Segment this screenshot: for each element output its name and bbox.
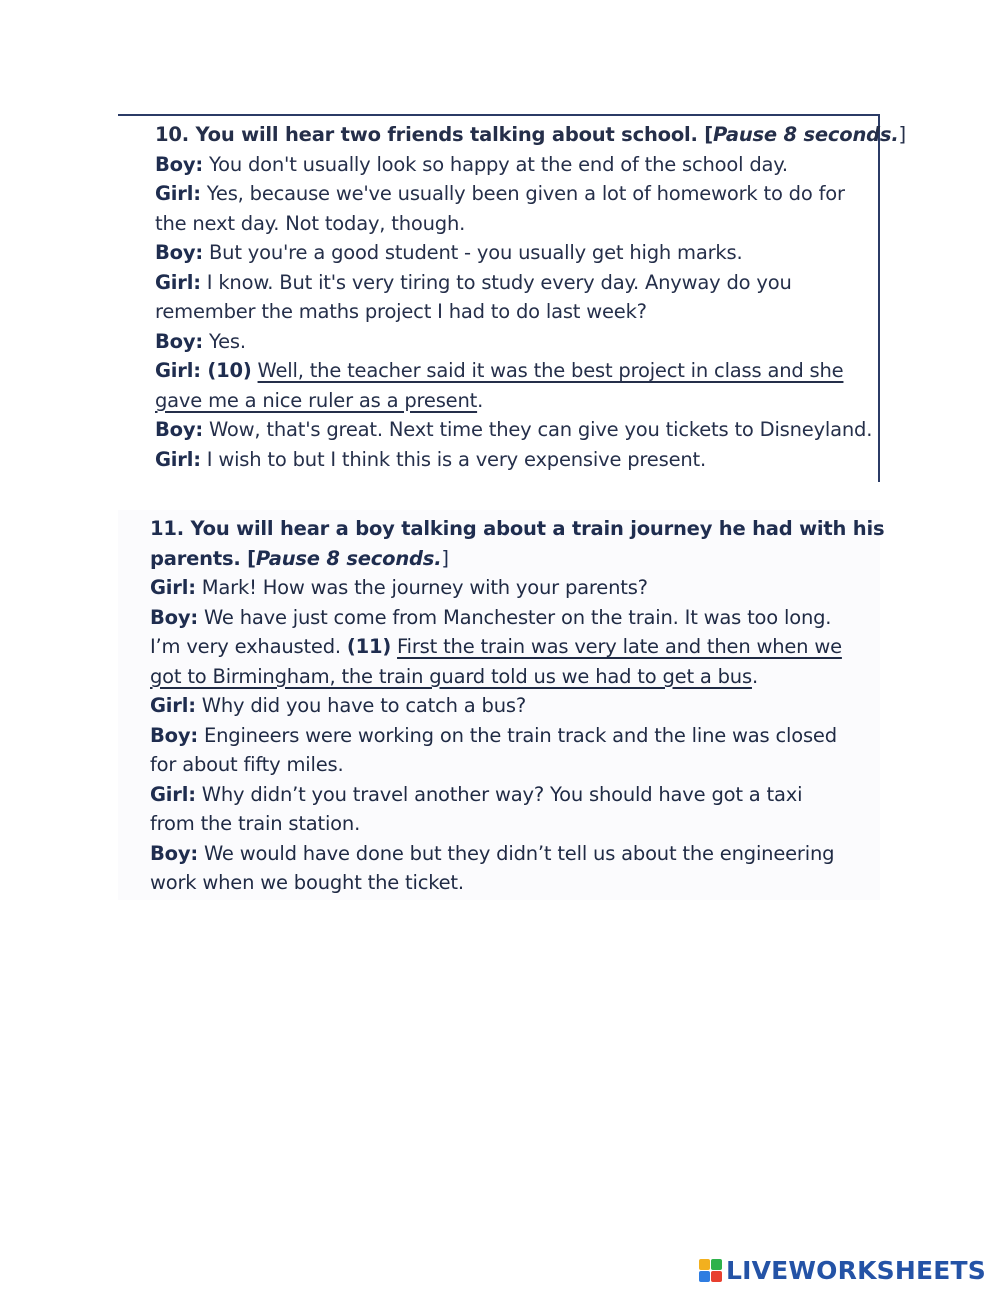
speaker-label: Boy: <box>155 329 203 353</box>
q10-answer-underlined: Well, the teacher said it was the best project in class and she <box>257 359 844 382</box>
dialogue-line <box>155 415 878 445</box>
dialogue-text: I know. But it's very tiring to study every day. Anyway do you <box>200 270 792 294</box>
dialogue-text: for about fifty miles. <box>150 753 344 776</box>
speaker-label: Boy: <box>150 841 198 865</box>
q11-answer-line-2: got to Birmingham, the train guard told us we had to get a bus. <box>150 664 758 688</box>
speaker-label: Boy: <box>155 152 203 176</box>
question-10-scan <box>118 114 906 482</box>
q11-boy-line: Boy: We have just come from Manchester on the train. It was too long. <box>150 605 832 629</box>
dialogue-text: from the train station. <box>150 812 361 835</box>
q11-heading-2: parents. [Pause 8 seconds.] <box>150 546 449 570</box>
dialogue-text: We would have done but they didn’t tell us about the engineering <box>197 841 835 865</box>
dialogue-text: Yes, because we've usually been given a lot of homework to do for <box>200 182 845 205</box>
dialogue-line <box>155 327 878 357</box>
dialogue-line <box>150 868 880 898</box>
speaker-label: Girl: <box>155 447 201 471</box>
dialogue-text: But you're a good student - you usually get high marks. <box>202 241 743 264</box>
dialogue-line <box>155 150 878 180</box>
dialogue-text: the next day. Not today, though. <box>155 211 466 235</box>
q10-answer-line-2: gave me a nice ruler as a present. <box>155 388 484 412</box>
dialogue-line <box>155 297 878 327</box>
q10-answer-line: Girl: (10) Well, the teacher said it was the best project in class and she <box>155 359 844 382</box>
dialogue-line <box>155 209 878 239</box>
speaker-label: Girl: <box>155 182 201 205</box>
dialogue-text: You don't usually look so happy at the end of the school day. <box>202 152 788 176</box>
dialogue-text: Why did you have to catch a bus? <box>195 694 526 717</box>
dialogue-text: remember the maths project I had to do last week? <box>155 300 647 323</box>
dialogue-line <box>155 445 878 475</box>
liveworksheets-logo: LIVEWORKSHEETS <box>699 1256 986 1285</box>
dialogue-line <box>155 268 878 298</box>
dialogue-line <box>155 238 878 268</box>
q10-dialogue <box>155 150 878 357</box>
speaker-label: Girl: <box>155 270 201 294</box>
dialogue-text: Wow, that's great. Next time they can give you tickets to Disneyland. <box>202 418 873 441</box>
speaker-label: Boy: <box>150 723 198 747</box>
speaker-label: Boy: <box>155 418 203 441</box>
dialogue-text: work when we bought the ticket. <box>150 871 464 894</box>
q11-girl-line: Girl: Mark! How was the journey with your parents? <box>150 576 648 599</box>
q10-dialogue-end <box>155 415 878 474</box>
speaker-label: Boy: <box>155 241 203 264</box>
dialogue-line <box>150 839 880 869</box>
dialogue-line <box>150 750 880 780</box>
dialogue-line <box>155 179 878 209</box>
dialogue-text: Why didn’t you travel another way? You should have got a taxi <box>195 782 803 806</box>
q11-dialogue <box>150 691 880 898</box>
dialogue-line <box>150 809 880 839</box>
speaker-label: Girl: <box>150 782 196 806</box>
dialogue-text: Yes. <box>202 329 246 353</box>
dialogue-line <box>150 780 880 810</box>
q11-answer-underlined: First the train was very late and then when we <box>397 635 842 658</box>
dialogue-line <box>150 691 880 721</box>
dialogue-line <box>150 721 880 751</box>
dialogue-text: Engineers were working on the train track and the line was closed <box>197 723 837 747</box>
speaker-label: Girl: <box>150 694 196 717</box>
q10-heading: 10. You will hear two friends talking about school. [Pause 8 seconds.] <box>155 123 906 146</box>
logo-blocks-icon <box>699 1259 722 1282</box>
dialogue-text: I wish to but I think this is a very expensive present. <box>200 447 706 471</box>
question-11-scan <box>118 510 885 900</box>
q11-answer-line: I’m very exhausted. (11) First the train was very late and then when we <box>150 635 842 658</box>
q11-heading: 11. You will hear a boy talking about a train journey he had with his <box>150 517 885 540</box>
